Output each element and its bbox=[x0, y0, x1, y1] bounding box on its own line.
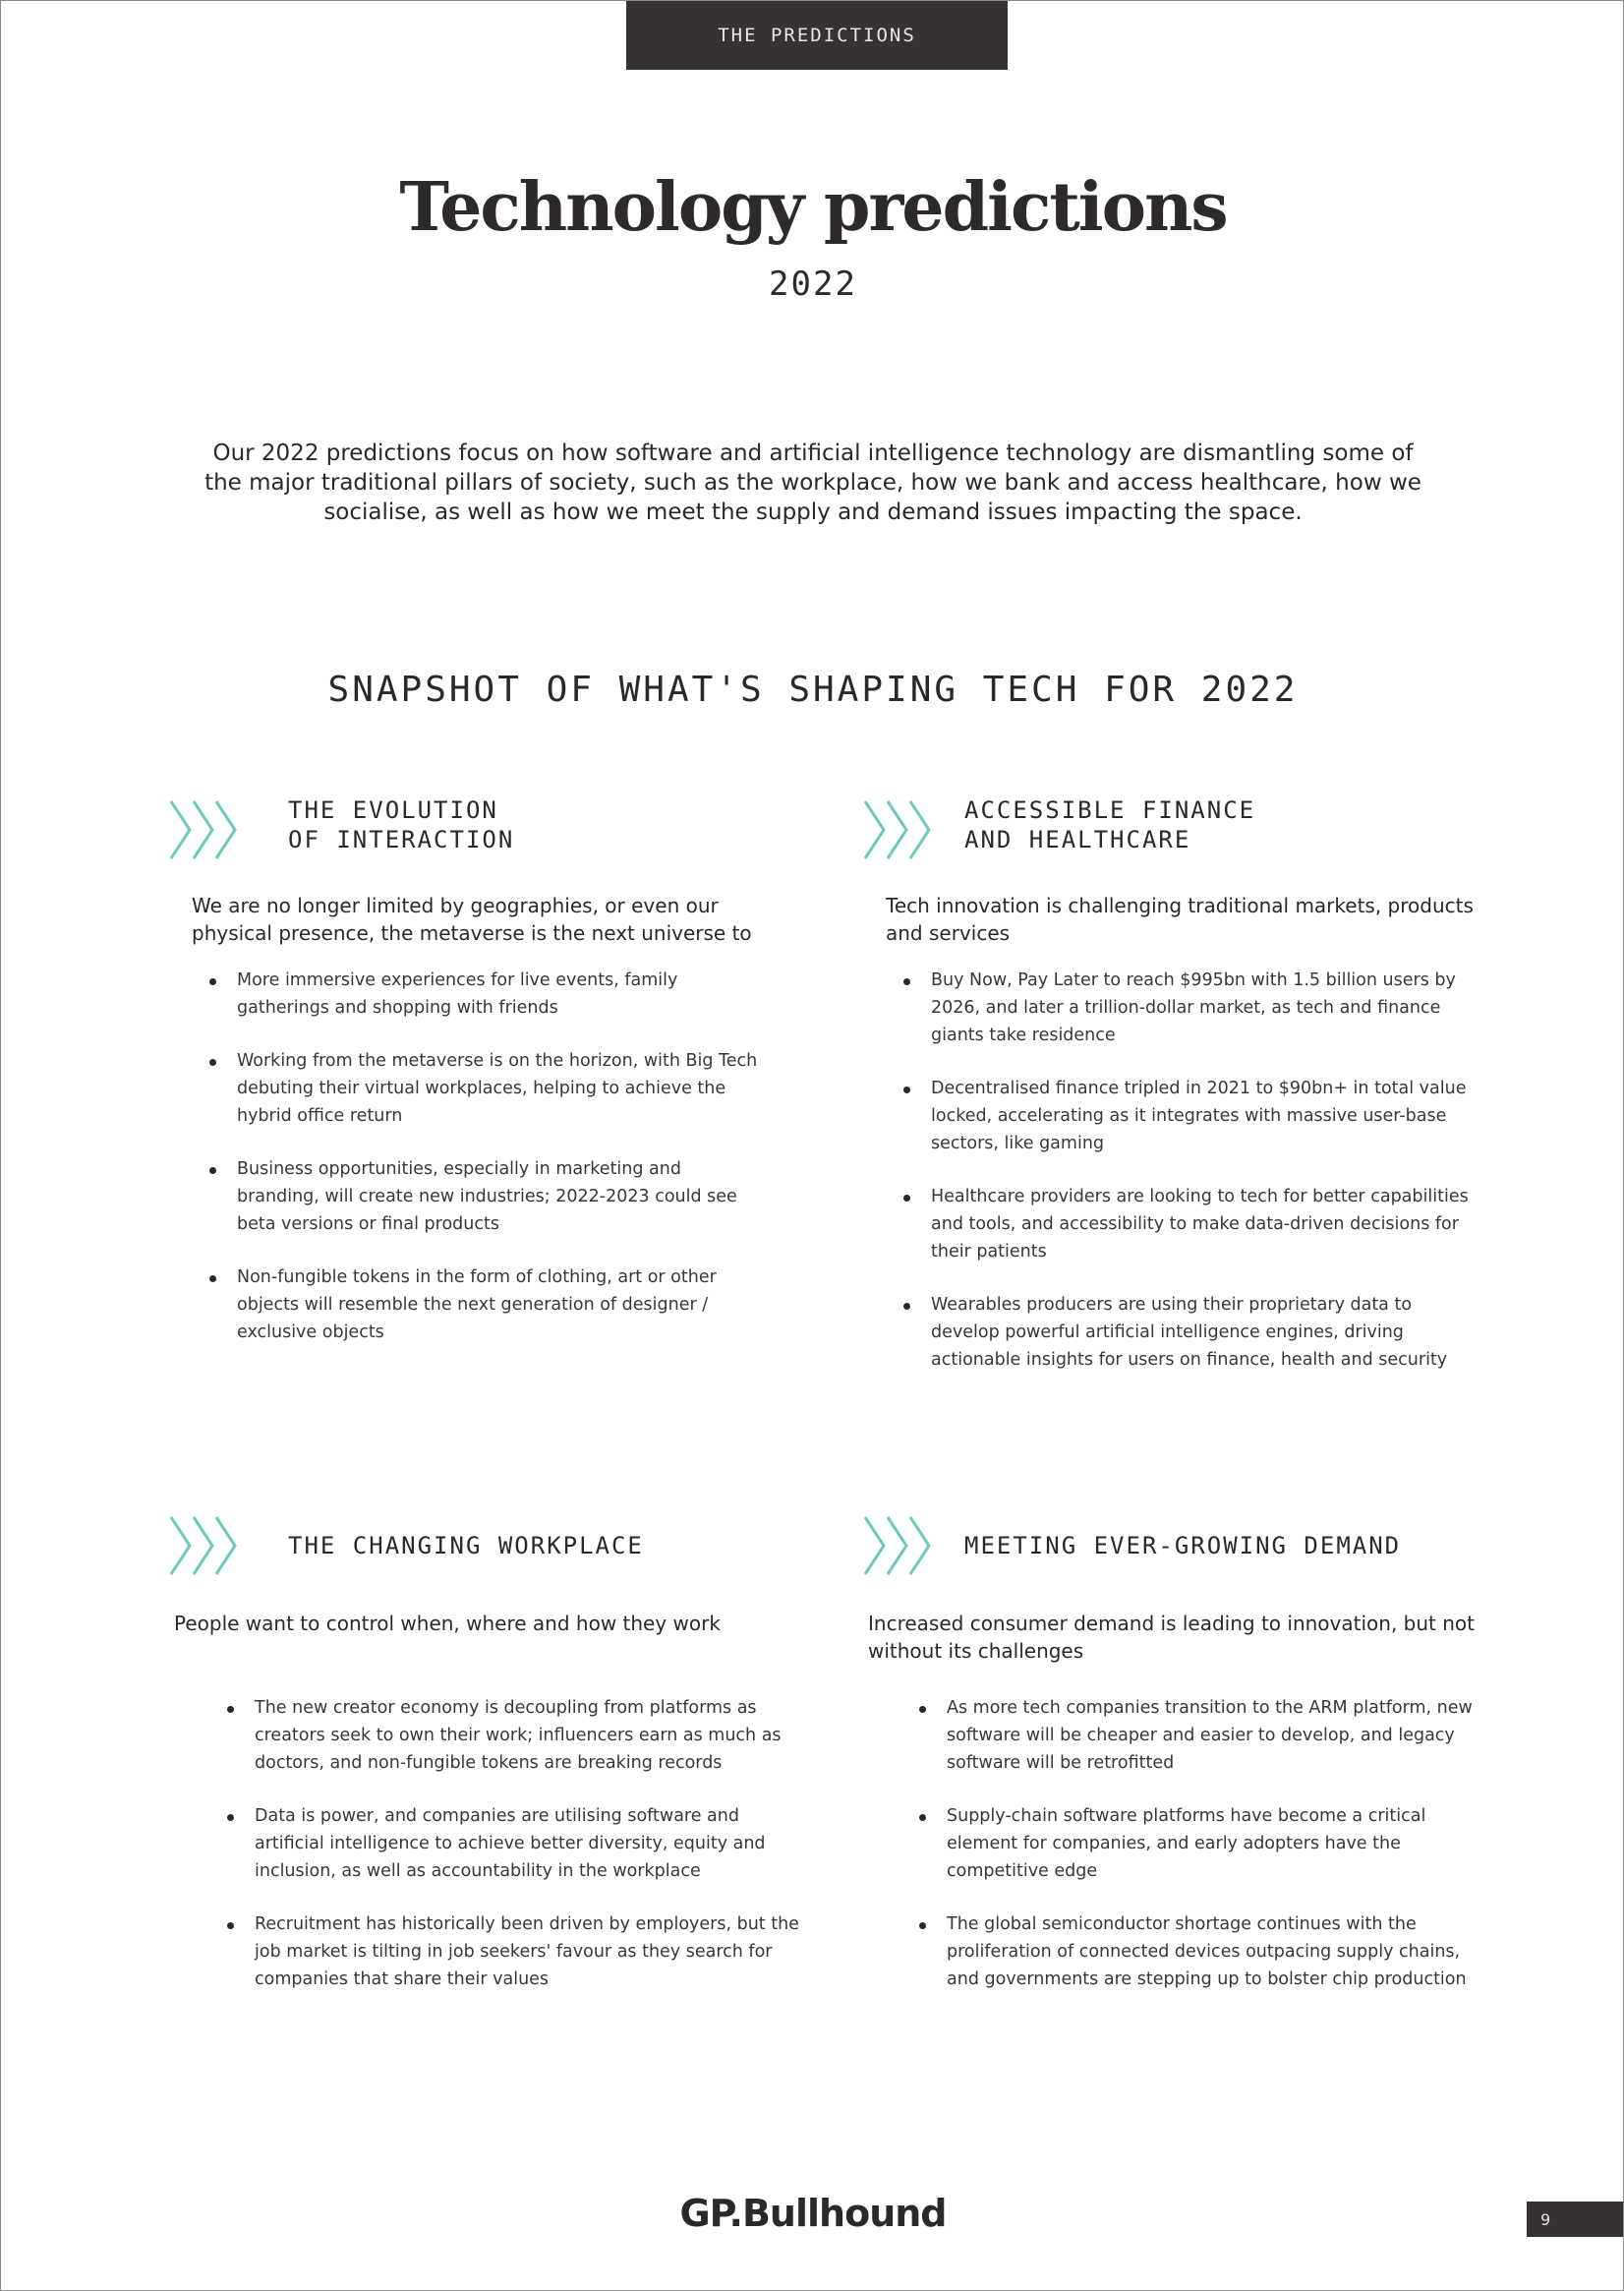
snapshot-heading: SNAPSHOT OF WHAT'S SHAPING TECH FOR 2022 bbox=[327, 670, 1299, 710]
list-item: As more tech companies transition to the ARM platform, new software will be cheaper and easier to develop, and legacy software will be retrofitted bbox=[917, 1694, 1478, 1777]
section-title-line: OF INTERACTION bbox=[288, 826, 515, 853]
list-item: Working from the metaverse is on the horizon, with Big Tech debuting their virtual workplaces, helping to achieve the hybrid office return bbox=[207, 1047, 758, 1130]
section-lead-workplace: People want to control when, where and how they work bbox=[174, 1612, 721, 1635]
page-title: Technology predictions bbox=[399, 168, 1227, 247]
bullet-list-evolution bbox=[207, 967, 758, 1346]
page-year: 2022 bbox=[769, 264, 857, 304]
bullet-list-finance bbox=[901, 967, 1472, 1374]
section-title-line: ACCESSIBLE FINANCE bbox=[964, 796, 1256, 824]
section-title-demand bbox=[964, 1531, 1401, 1560]
bullet-list-demand bbox=[917, 1694, 1478, 1993]
list-item: Recruitment has historically been driven by employers, but the job market is tilting in job seekers' favour as they search for companies that share their values bbox=[225, 1910, 805, 1993]
chevrons-icon bbox=[168, 797, 243, 862]
section-title-line: THE EVOLUTION bbox=[288, 796, 498, 824]
intro-paragraph: Our 2022 predictions focus on how software and artificial intelligence technology are dismantling some of the major traditional pillars of society, such as the workplace, how we bank and access healthcare, how we socialise, as well as how we meet the supply and demand issues impacting the space. bbox=[204, 441, 1421, 525]
section-tab-label: THE PREDICTIONS bbox=[718, 25, 916, 46]
section-title-evolution bbox=[288, 795, 514, 854]
list-item: Decentralised finance tripled in 2021 to $90bn+ in total value locked, accelerating as it integrates with massive user-base sectors, like gaming bbox=[901, 1075, 1472, 1157]
section-title-workplace bbox=[288, 1531, 644, 1560]
chevrons-icon bbox=[862, 1513, 937, 1578]
list-item: Buy Now, Pay Later to reach $995bn with 1.5 billion users by 2026, and later a trillion-dollar market, as tech and finance giants take residence bbox=[901, 967, 1472, 1049]
list-item: Non-fungible tokens in the form of clothing, art or other objects will resemble the next generation of designer / exclusive objects bbox=[207, 1263, 758, 1346]
bullet-list-workplace bbox=[225, 1694, 805, 1993]
chevrons-icon bbox=[168, 1513, 243, 1578]
page-number bbox=[1527, 2202, 1623, 2237]
list-item: Data is power, and companies are utilising software and artificial intelligence to achieve better diversity, equity and inclusion, as well as accountability in the workplace bbox=[225, 1802, 805, 1885]
page-number-label: 9 bbox=[1540, 2209, 1551, 2229]
section-lead-demand: Increased consumer demand is leading to innovation, but not without its challenges bbox=[868, 1612, 1475, 1663]
list-item: Business opportunities, especially in marketing and branding, will create new industries; 2022-2023 could see beta versions or final products bbox=[207, 1155, 758, 1238]
section-title-line: THE CHANGING WORKPLACE bbox=[288, 1532, 644, 1559]
section-title-line: MEETING EVER-GROWING DEMAND bbox=[964, 1532, 1402, 1559]
list-item: Healthcare providers are looking to tech for better capabilities and tools, and accessibility to make data-driven decisions for their patients bbox=[901, 1183, 1472, 1265]
list-item: Supply-chain software platforms have become a critical element for companies, and early adopters have the competitive edge bbox=[917, 1802, 1478, 1885]
company-logo: GP.Bullhound bbox=[679, 2192, 947, 2235]
section-title-line: AND HEALTHCARE bbox=[964, 826, 1191, 853]
list-item: The global semiconductor shortage continues with the proliferation of connected devices outpacing supply chains, and governments are stepping up to bolster chip production bbox=[917, 1910, 1478, 1993]
section-title-finance bbox=[964, 795, 1255, 854]
section-lead-finance: Tech innovation is challenging traditional markets, products and services bbox=[886, 894, 1474, 945]
chevrons-icon bbox=[862, 797, 937, 862]
list-item: The new creator economy is decoupling from platforms as creators seek to own their work; influencers earn as much as doctors, and non-fungible tokens are breaking records bbox=[225, 1694, 805, 1777]
section-lead-evolution: We are no longer limited by geographies, or even our physical presence, the metaverse is the next universe to bbox=[192, 894, 752, 945]
section-tab bbox=[626, 1, 1008, 70]
list-item: More immersive experiences for live events, family gatherings and shopping with friends bbox=[207, 967, 758, 1022]
list-item: Wearables producers are using their proprietary data to develop powerful artificial intelligence engines, driving actionable insights for users on finance, health and security bbox=[901, 1291, 1472, 1374]
